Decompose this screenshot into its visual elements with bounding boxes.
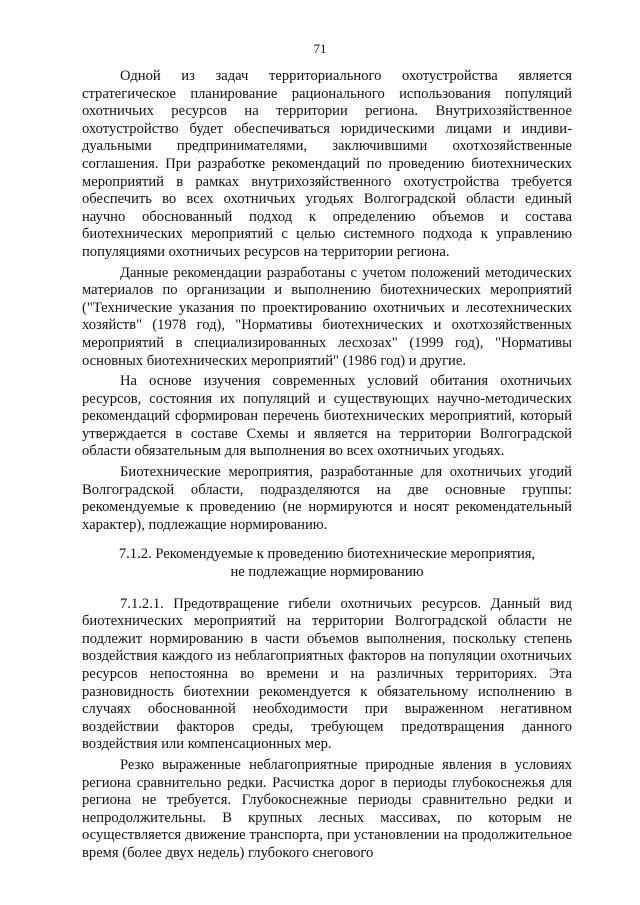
section-heading-line-1: 7.1.2. Рекомендуемые к проведению биотехнические мероприятия, [118, 546, 536, 563]
paragraph-weather-phenomena: Резко выраженные неблагоприятные природные явления в условиях региона сравнительно редки. Расчистка дорог в периоды глубокоснежья для региона не требуется. Глубокоснежные периоды сравнительно редки и непродолжительны. В крупных лесных массивах, по которым не осуществляется движение транспорта, при установлении на продолжительное время (более двух недель) глубокого снегового [82, 756, 572, 861]
paragraph-measures-groups: Биотехнические мероприятия, разработанные для охотничьих угодий Волгоградской области, подразделяются на две основные группы: рекомендуемые к проведению (не нормируются и носят рекомендательный характер), подлежащие нормированию. [82, 464, 572, 533]
paragraph-prevent-death: 7.1.2.1. Предотвращение гибели охотничьих ресурсов. Данный вид биотехнических мероприятий на территории Волгоградской области не подлежит нормированию в части объемов выполнения, поскольку степень воздействия каждого из неблагоприятных факторов на популяции охотничьих ресурсов непостоянна во времени и на различных территориях. Эта разновидность биотехнии рекомендуется к обязательному исполнению в случаях обоснованной необходимости при выраженном негативном воздействии факторов среды, требующем предотвращения данного воздействия или компенсационных мер. [82, 595, 572, 753]
section-heading-line-2: не подлежащие нормированию [230, 564, 424, 581]
paragraph-measures-list: На основе изучения современных условий обитания охотничьих ресурсов, состояния их популяций и существующих научно-методических рекомендаций сформирован перечень биотехнических мероприятий, который утверждается в составе Схемы и является на территории Волгоградской области обязательным для выполнения во всех охотничьих угодьях. [82, 373, 572, 460]
paragraph-recommendations-basis: Данные рекомендации разработаны с учетом положений методических материалов по организации и выполнению биотехнических мероприятий ("Технические указания по проектированию охотничьих и лесотехнических хозяйств" (1978 год), "Нормативы биотехнических и охотхозяйственных мероприятий в специализированных лесхозах" (1999 год), "Нормативы основных биотехнических мероприятий" (1986 год) и другие. [82, 264, 572, 369]
section-heading [82, 546, 572, 581]
paragraph-hunting-planning: Одной из задач территориального охотустройства является стратегическое планирование рационального использования популяций охотничьих ресурсов на территории региона. Внутрихозяйственное охотустройство будет обеспечиваться юридическими лицами и индивидуальными предпринимателями, заключившими охотхозяйственные соглашения. При разработке рекомендаций по проведению биотехнических мероприятий в рамках внутрихозяйственного охотустройства требуется обеспечить во всех охотничьих угодьях Волгоградской области единый научно обоснованный подход к определению объемов и состава биотехнических мероприятий с целью системного подхода к управлению популяциями охотничьих ресурсов на территории региона. [82, 68, 572, 260]
page-number: 71 [313, 41, 327, 56]
document-body [82, 68, 572, 866]
